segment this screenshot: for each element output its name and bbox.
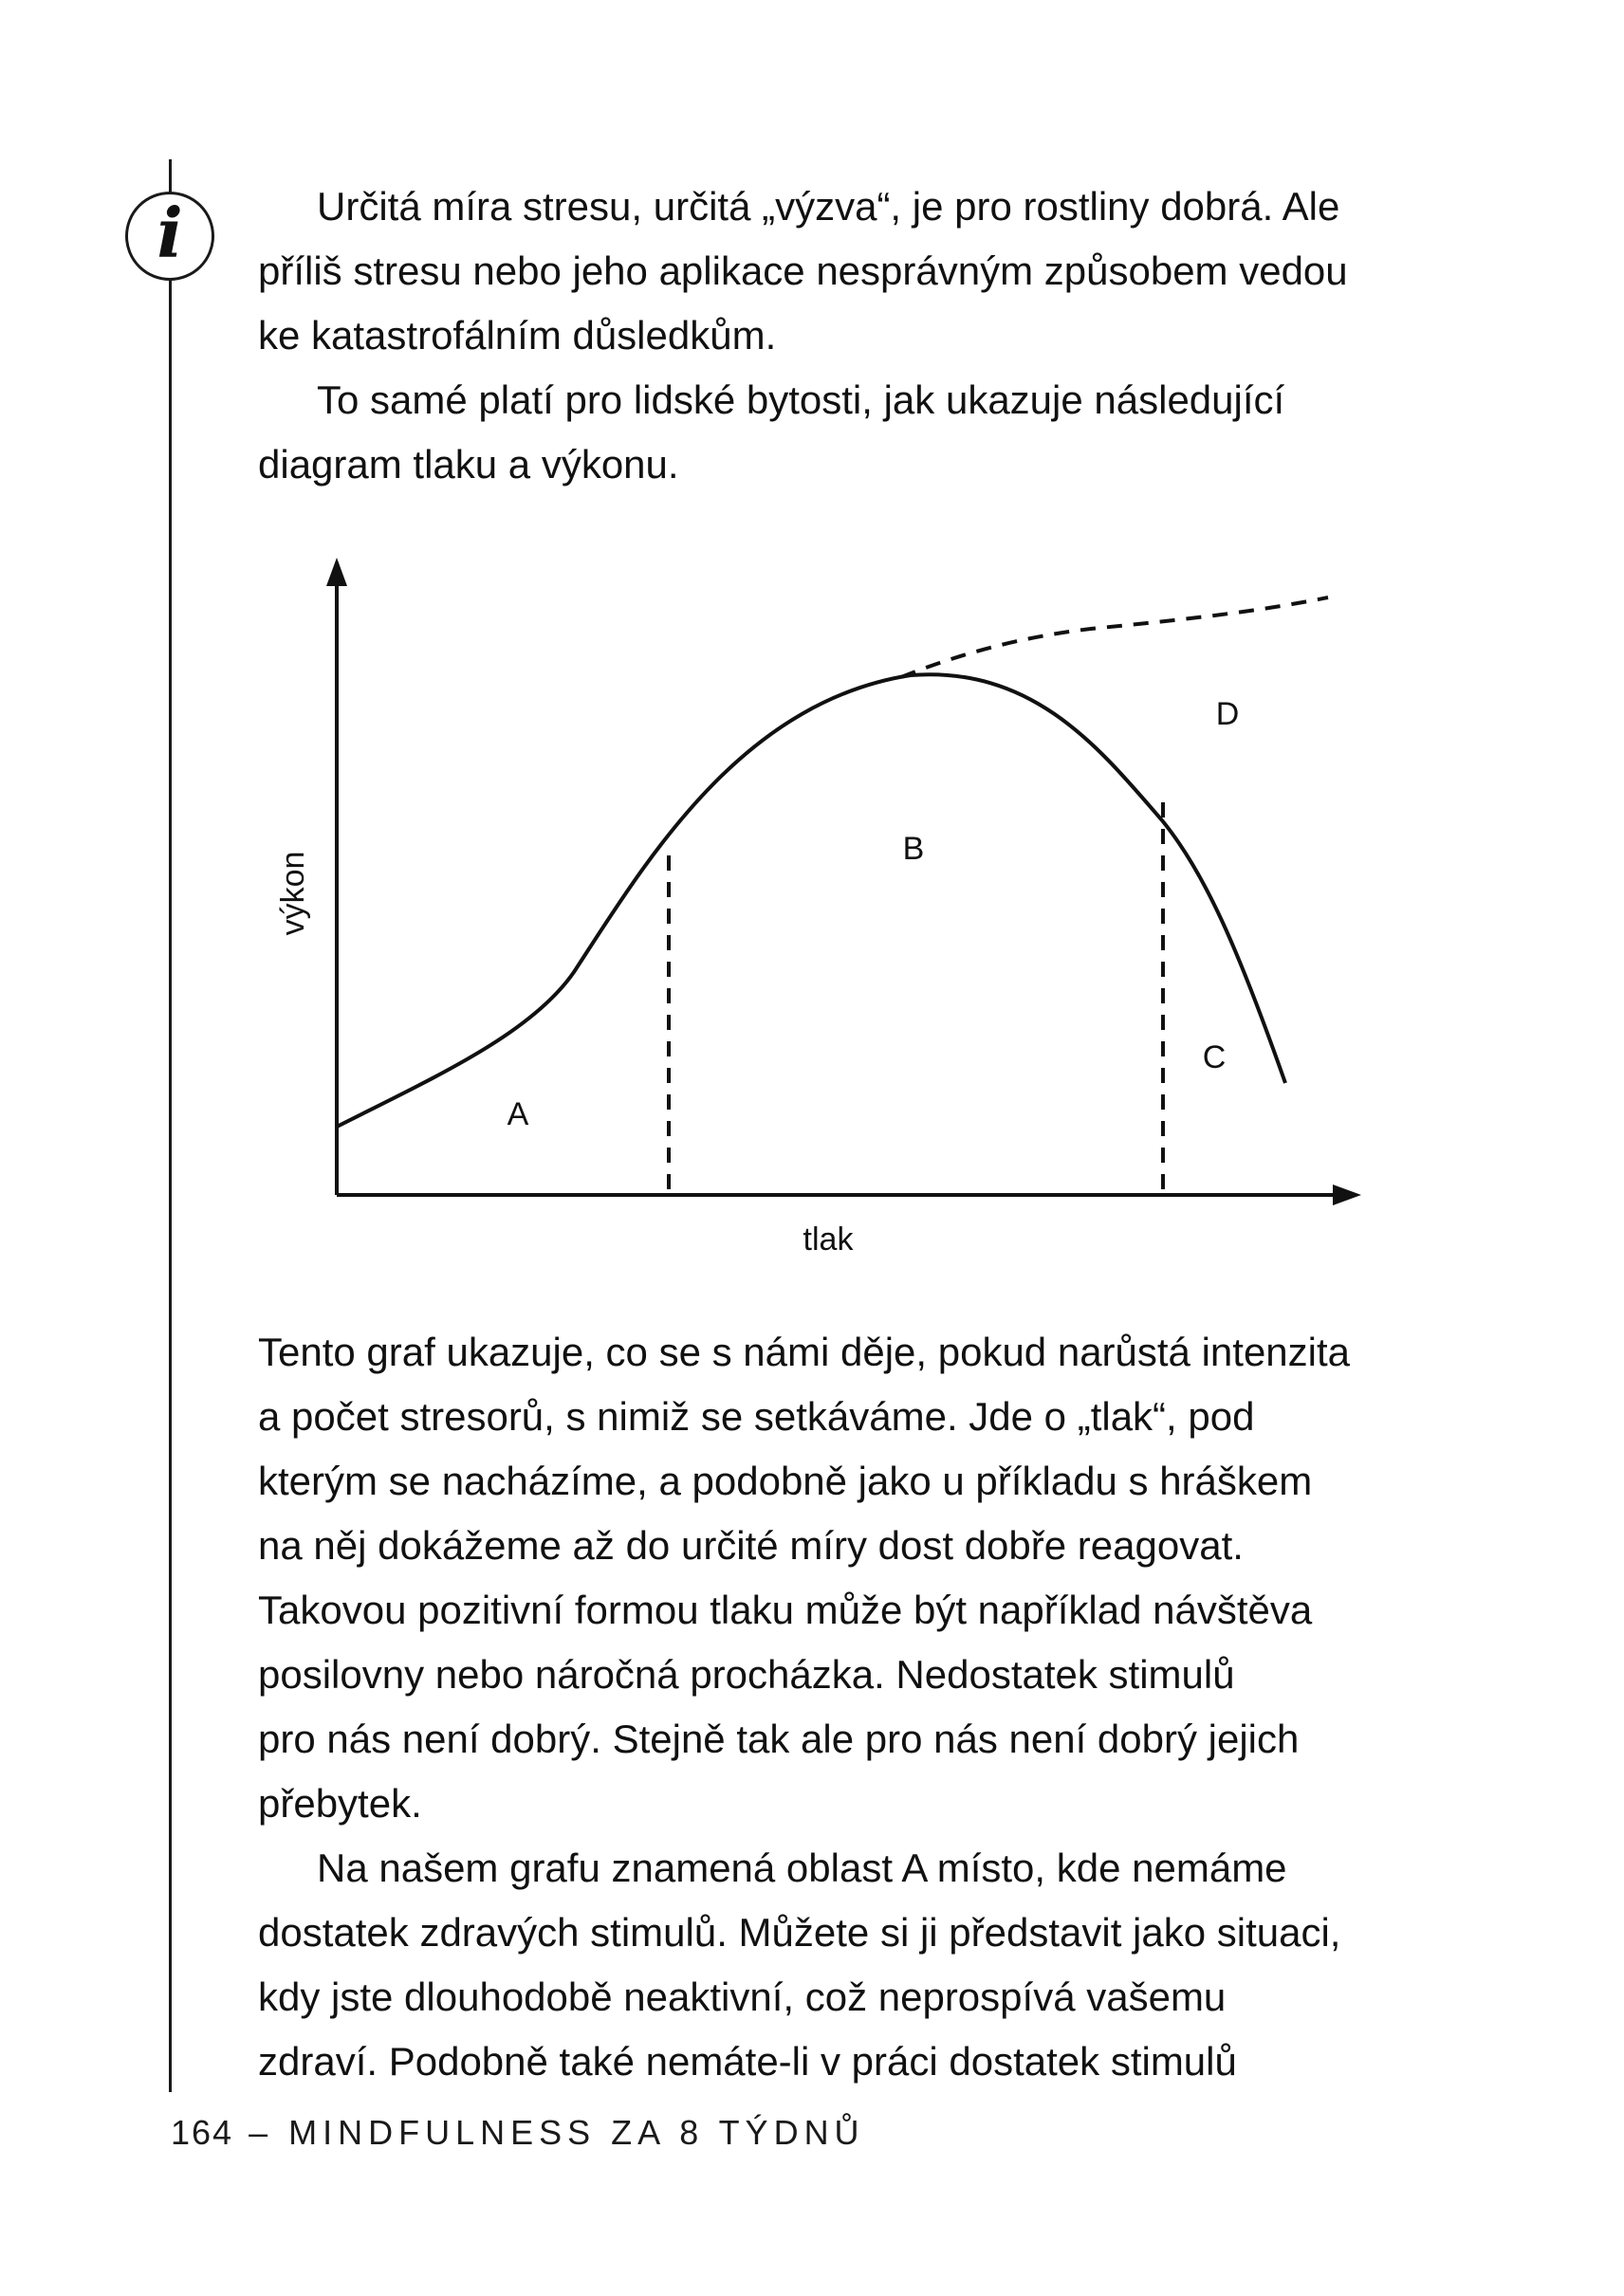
pressure-performance-diagram	[247, 550, 1366, 1271]
page-footer	[171, 2113, 865, 2153]
running-title: MINDFULNESS ZA 8 TÝDNŮ	[288, 2113, 865, 2152]
performance-curve	[337, 674, 1285, 1127]
text-line: příliš stresu nebo jeho aplikace nesprávným způsobem vedou	[258, 248, 1348, 293]
region-label-a: A	[507, 1096, 529, 1132]
text-line: Takovou pozitivní formou tlaku může být například návštěva	[258, 1588, 1313, 1632]
x-axis-label: tlak	[803, 1221, 854, 1258]
text-line: posilovny nebo náročná procházka. Nedostatek stimulů	[258, 1652, 1235, 1697]
region-label-b: B	[902, 831, 925, 867]
text-line: kdy jste dlouhodobě neaktivní, což neprospívá vašemu	[258, 1975, 1227, 2019]
text-line: přebytek.	[258, 1781, 422, 1826]
footer-separator: –	[249, 2113, 274, 2152]
region-label-d: D	[1215, 696, 1240, 732]
y-axis-label: výkon	[275, 851, 311, 936]
text-line: Tento graf ukazuje, co se s námi děje, pokud narůstá intenzita	[258, 1330, 1351, 1374]
text-line: kterým se nacházíme, a podobně jako u příkladu s hráškem	[258, 1459, 1313, 1503]
text-line: a počet stresorů, s nimiž se setkáváme. Jde o „tlak“, pod	[258, 1394, 1255, 1439]
margin-rule	[169, 159, 172, 2092]
text-line: ke katastrofálním důsledkům.	[258, 313, 777, 358]
info-icon	[125, 192, 214, 281]
text-line: dostatek zdravých stimulů. Můžete si ji představit jako situaci,	[258, 1910, 1341, 1955]
ideal-curve-dashed	[901, 597, 1328, 677]
text-line: diagram tlaku a výkonu.	[258, 442, 679, 487]
text-line: pro nás není dobrý. Stejně tak ale pro nás není dobrý jejich	[258, 1717, 1300, 1761]
text-line: zdraví. Podobně také nemáte-li v práci dostatek stimulů	[258, 2039, 1237, 2084]
intro-text	[258, 174, 1453, 497]
text-line: Na našem grafu znamená oblast A místo, kde nemáme	[317, 1846, 1287, 1890]
y-axis-arrow	[326, 558, 347, 586]
x-axis-arrow	[1333, 1185, 1361, 1205]
region-label-c: C	[1202, 1039, 1227, 1075]
text-line: na něj dokážeme až do určité míry dost dobře reagovat.	[258, 1523, 1244, 1568]
page-number: 164	[171, 2113, 234, 2152]
body-text	[258, 1320, 1453, 2094]
info-glyph: i	[157, 193, 183, 273]
text-line: To samé platí pro lidské bytosti, jak ukazuje následující	[317, 377, 1285, 422]
text-line: Určitá míra stresu, určitá „výzva“, je pro rostliny dobrá. Ale	[317, 184, 1340, 229]
